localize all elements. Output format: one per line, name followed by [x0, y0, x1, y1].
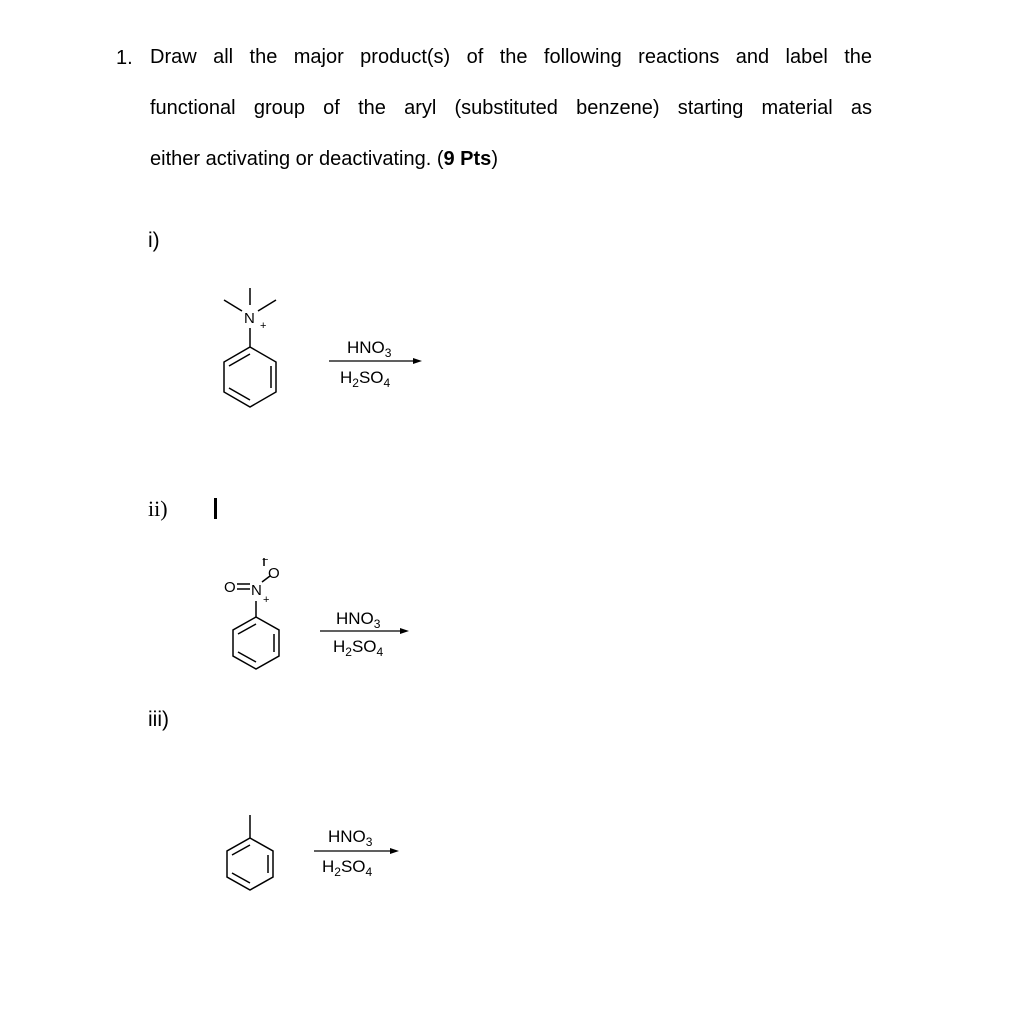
reagent-sulfuric-acid-iii: $H_2SO_4$	[322, 857, 373, 879]
question-line-1: Draw all the major product(s) of the following reactions and label the	[150, 46, 872, 68]
ammonium-nitrogen-i: N	[244, 310, 255, 327]
nitro-oxygen-charge-ii: −	[262, 554, 269, 566]
question-line-2: functional group of the aryl (substituted benzene) starting material as	[150, 97, 872, 119]
part-label-i: i)	[148, 229, 160, 252]
part-label-iii: iii)	[148, 708, 169, 731]
ammonium-charge-i: +	[260, 320, 267, 332]
question-line-3-text: either activating or deactivating. (	[150, 148, 444, 170]
nitro-oxygen-double-ii: O	[224, 579, 236, 596]
question-points: 9 Pts	[443, 148, 492, 170]
nitro-nitrogen-ii: N	[251, 582, 262, 599]
reagent-sulfuric-acid-ii: $H_2SO_4$	[333, 637, 384, 659]
question-line-3-end: )	[491, 148, 498, 170]
benzene-ring-iii	[227, 838, 273, 890]
reagent-nitric-acid-iii: $HNO_3$	[328, 827, 373, 849]
reagent-nitric-acid-ii: $HNO_3$	[336, 609, 381, 631]
question-number: 1.	[116, 47, 133, 69]
reagent-sulfuric-acid-i: $H_2SO_4$	[340, 368, 391, 390]
reagent-nitric-acid-i: $HNO_3$	[347, 338, 392, 360]
part-label-ii: ii)	[148, 496, 168, 521]
nitro-oxygen-single-ii: O	[268, 565, 280, 582]
nitro-nitrogen-charge-ii: +	[263, 594, 270, 606]
reaction-arrow-iii	[314, 848, 399, 854]
